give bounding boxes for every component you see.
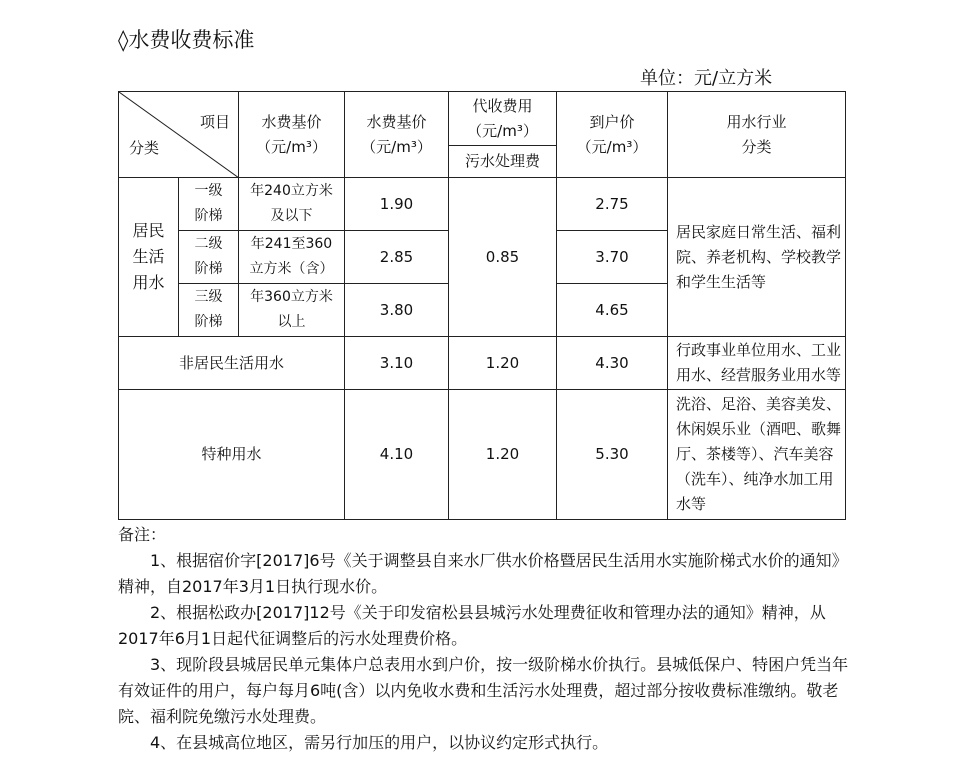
header-industry <box>668 92 846 178</box>
header-base-price-1-unit: （元/m³） <box>256 137 327 156</box>
special-label: 特种用水 <box>119 390 345 520</box>
header-final-price <box>557 92 668 178</box>
table-row <box>119 337 846 390</box>
table-row <box>119 178 846 231</box>
diagonal-line <box>119 92 239 178</box>
special-final: 5.30 <box>557 390 668 520</box>
tier-final: 3.70 <box>557 231 668 284</box>
tier-range <box>239 178 345 231</box>
header-collect-unit: （元/m³） <box>467 121 538 140</box>
non-residential-sewage: 1.20 <box>449 337 557 390</box>
residential-sewage: 0.85 <box>449 178 557 337</box>
notes <box>118 522 858 756</box>
header-collect-label: 代收费用 <box>472 96 533 115</box>
tier-level-text: 三级阶梯 <box>194 289 223 330</box>
unit-label: 单位：元/立方米 <box>640 68 773 89</box>
header-industry-line2: 分类 <box>741 137 772 156</box>
header-industry-line1: 用水行业 <box>726 112 787 131</box>
note-item: 3、现阶段县城居民单元集体户总表用水到户价，按一级阶梯水价执行。县城低保户、特困户凭当年有效证件的用户，每户每月6吨(含）以内免收水费和生活污水处理费，超过部分按收费标准缴纳。敬老院、福利院免缴污水处理费。 <box>118 655 849 726</box>
special-price: 4.10 <box>345 390 449 520</box>
tier-level <box>179 284 239 337</box>
header-item: 项目 <box>199 113 230 131</box>
non-residential-price: 3.10 <box>345 337 449 390</box>
tier-range <box>239 284 345 337</box>
tier-final: 4.65 <box>557 284 668 337</box>
residential-label <box>119 178 179 337</box>
non-residential-final: 4.30 <box>557 337 668 390</box>
notes-heading: 备注： <box>118 525 167 544</box>
tier-level <box>179 231 239 284</box>
tier-final: 2.75 <box>557 178 668 231</box>
note-item: 1、根据宿价字[2017]6号《关于调整县自来水厂供水价格暨居民生活用水实施阶梯式水价的通知》精神，自2017年3月1日执行现水价。 <box>118 551 848 596</box>
tier-level-text: 一级阶梯 <box>194 183 223 224</box>
tier-level-text: 二级阶梯 <box>194 236 223 277</box>
non-residential-label: 非居民生活用水 <box>119 337 345 390</box>
header-base-price-2-unit: （元/m³） <box>361 137 432 156</box>
header-base-price-2 <box>345 92 449 178</box>
note-item: 4、在县城高位地区，需另行加压的用户，以协议约定形式执行。 <box>150 733 609 752</box>
non-residential-industry: 行政事业单位用水、工业用水、经营服务业用水等 <box>668 337 846 390</box>
special-industry: 洗浴、足浴、美容美发、休闲娱乐业（酒吧、歌舞厅、茶楼等）、汽车美容（洗车）、纯净水加工用水等 <box>668 390 846 520</box>
header-base-price-1 <box>239 92 345 178</box>
tier-range <box>239 231 345 284</box>
tier-range-text: 年360立方米以上 <box>250 289 333 330</box>
tier-range-text: 年240立方米及以下 <box>250 183 333 224</box>
header-final-price-unit: （元/m³） <box>576 137 648 156</box>
header-category: 分类 <box>129 139 160 157</box>
water-fee-table <box>118 91 846 520</box>
table-row <box>119 390 846 520</box>
header-base-price-1-label: 水费基价 <box>261 112 322 131</box>
header-collect <box>449 92 557 146</box>
diagonal-header-cell <box>119 92 239 178</box>
page-title: ◊水费收费标准 <box>118 28 255 52</box>
special-sewage: 1.20 <box>449 390 557 520</box>
tier-price: 3.80 <box>345 284 449 337</box>
residential-label-text: 居民生活用水 <box>132 221 165 292</box>
residential-industry: 居民家庭日常生活、福利院、养老机构、学校教学和学生生活等 <box>668 178 846 337</box>
header-sewage: 污水处理费 <box>449 146 557 178</box>
tier-range-text: 年241至360立方米（含） <box>249 236 334 277</box>
tier-level <box>179 178 239 231</box>
note-item: 2、根据松政办[2017]12号《关于印发宿松县县城污水处理费征收和管理办法的通知》精神，从2017年6月1日起代征调整后的污水处理费价格。 <box>118 603 826 648</box>
tier-price: 1.90 <box>345 178 449 231</box>
tier-price: 2.85 <box>345 231 449 284</box>
header-final-price-label: 到户价 <box>589 112 635 131</box>
header-base-price-2-label: 水费基价 <box>366 112 427 131</box>
